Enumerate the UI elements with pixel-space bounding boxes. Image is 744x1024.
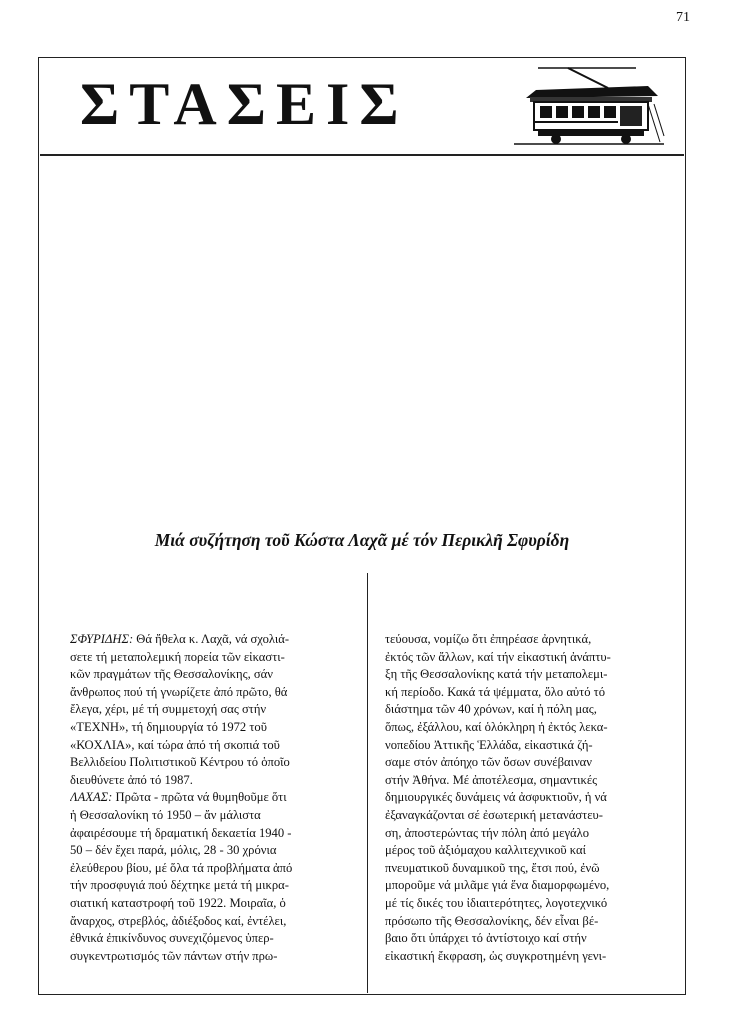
text-line: συγκεντρωτισμός τῶν πάντων στήν πρω- [70, 948, 278, 963]
text-line: κῶν πραγμάτων τῆς Θεσσαλονίκης, σάν [70, 667, 273, 682]
text-line: στήν Ἀθήνα. Μέ ἀποτέλεσμα, σημαντικές [385, 772, 598, 787]
text-line: ΛΑΧΑΣ: Πρῶτα - πρῶτα νά θυμηθοῦμε ὅτι [70, 790, 287, 805]
text-line: εἰκαστική ἔκφραση, ὡς συγκροτημένη γενι- [385, 948, 607, 963]
text-line: ἔλεγα, χέρι, μέ τή συμμετοχή σας στήν [70, 702, 267, 717]
text-line: τεύουσα, νομίζω ὅτι ἐπηρέασε ἀρνητικά, [385, 632, 592, 646]
text-line: τήν προσφυγιά πού δέχτηκε μετά τή μικρα- [70, 878, 289, 893]
text-line: ὅπως, ἐξάλλου, καί ὁλόκληρη ἡ ἐκτός λεκα- [385, 719, 608, 734]
text-line: κή περίοδο. Κακά τά ψέμματα, ὅλο αὐτό τό [385, 684, 606, 699]
section-header [40, 58, 684, 156]
text-line: πρόσωπο τῆς Θεσσαλονίκης, δέν εἶναι βέ- [385, 913, 599, 928]
page-number: 71 [676, 10, 690, 25]
text-line: σιατική καταστροφή τοῦ 1922. Μοιραῖα, ὁ [70, 895, 286, 910]
text-line: ξη τῆς Θεσσαλονίκης κατά τήν μεταπολεμι- [385, 667, 608, 682]
text-line: διευθύνετε ἀπό τό 1987. [70, 772, 193, 787]
speaker-label: ΛΑΧΑΣ: [70, 790, 113, 805]
text-line: διάστημα τῶν 40 χρόνων, καί ἡ πόλη μας, [385, 702, 597, 717]
text-line: ΣΦΥΡΙΔΗΣ: Θά ἤθελα κ. Λαχᾶ, νά σχολιά- [70, 632, 290, 646]
text-line: ἀφαιρέσουμε τή δραματική δεκαετία 1940 - [70, 825, 292, 840]
text-line: «ΚΟΧΛΙΑ», καί τώρα ἀπό τή σκοπιά τοῦ [70, 737, 280, 752]
text-line: σαμε στόν ἀπόηχο τῶν ὅσων συνέβαιναν [385, 755, 592, 770]
text-line: ση, ἀποστερώντας τήν πόλη ἀπό μεγάλο [385, 825, 590, 840]
left-column [70, 631, 354, 965]
text-line: μποροῦμε νά μιλᾶμε γιά ἕνα διαμορφωμένο, [385, 878, 610, 893]
text-line: μέ τίς δικές του ἰδιαιτερότητες, λογοτεχνικό [385, 895, 608, 910]
text-line: 50 – δέν ἔχει παρά, μόλις, 28 - 30 χρόνια [70, 843, 277, 858]
column-divider [367, 573, 368, 993]
text-line: βαιο ὅτι ὑπάρχει τό ἀντίστοιχο καί στήν [385, 931, 587, 946]
text-line: ἄναρχος, στρεβλός, ἀδιέξοδος καί, ἐντέλει, [70, 913, 287, 928]
text-line: σετε τή μεταπολεμική πορεία τῶν εἰκαστι- [70, 649, 285, 664]
text-line: ἡ Θεσσαλονίκη τό 1950 – ἄν μάλιστα [70, 807, 261, 822]
text-line: Βελλιδείου Πολιτιστικοῦ Κέντρου τό ὁποῖο [70, 755, 290, 770]
text-line: πνευματικοῦ δυναμικοῦ της, ἔτσι πού, ἐνῶ [385, 860, 600, 875]
text-line: ἐκτός τῶν ἄλλων, καί τήν εἰκαστική ἀνάπτυ- [385, 649, 611, 664]
section-title: ΣΤΑΣΕΙΣ [80, 71, 409, 137]
text-line: ἄνθρωπος πού τή γνωρίζετε ἀπό πρῶτο, θά [70, 684, 288, 699]
text-line: «ΤΕΧΝΗ», τή δημιουργία τό 1972 τοῦ [70, 719, 267, 734]
text-line: ἐθνικά ἐπικίνδυνος συνεχιζόμενος ὑπερ- [70, 931, 274, 946]
text-line: ἐξαναγκάζονται σέ ἐσωτερική μετανάστευ- [385, 807, 603, 822]
text-line: νοπεδίου Ἀττικῆς Ἑλλάδα, εἰκαστικά ζή- [385, 737, 593, 752]
tram-icon [508, 64, 666, 146]
text-line: ἐλεύθερου βίου, μέ ὅλα τά προβλήματα ἀπό [70, 860, 293, 875]
article-subtitle: Μιά συζήτηση τοῦ Κώστα Λαχᾶ μέ τόν Περικλῆ Σφυρίδη [154, 530, 570, 550]
right-column [385, 631, 667, 965]
text-line: μέρος τοῦ ἀξιόμαχου καλλιτεχνικοῦ καί [385, 843, 587, 858]
speaker-label: ΣΦΥΡΙΔΗΣ: [70, 632, 134, 646]
text-line: δημιουργικές δυνάμεις νά ἀσφυκτιοῦν, ἡ νά [385, 790, 607, 805]
